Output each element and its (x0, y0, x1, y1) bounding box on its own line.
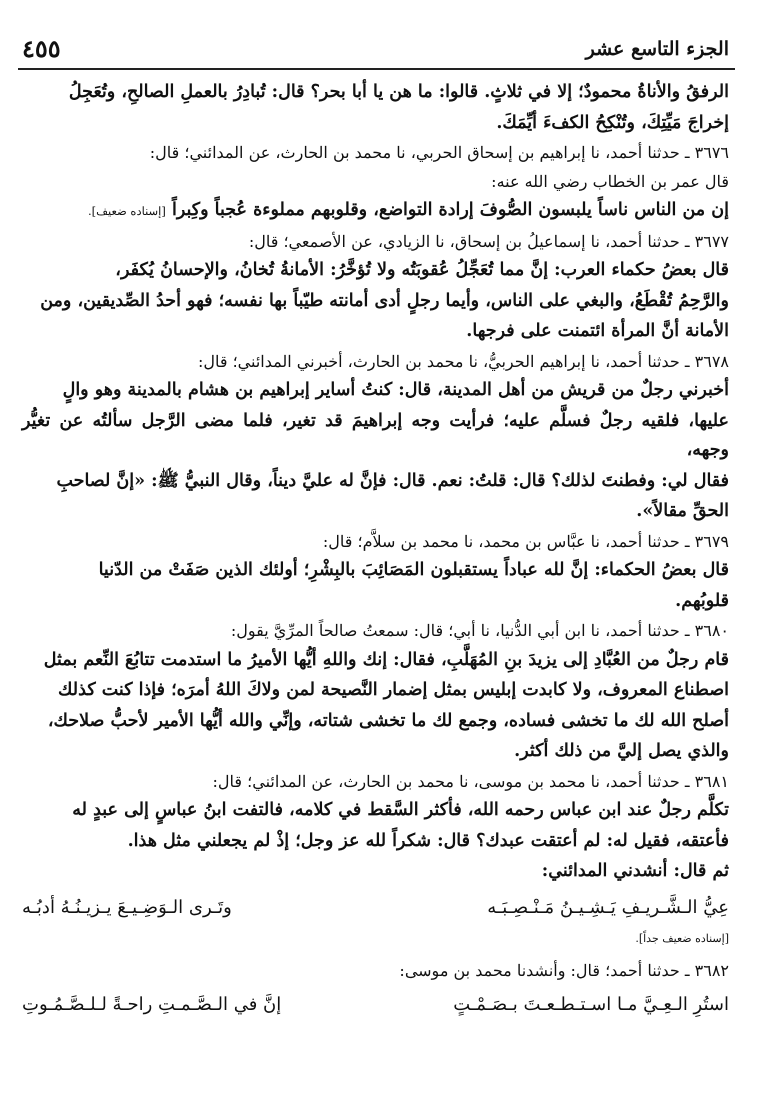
text-line: الحقِّ مقالاً». (636, 501, 729, 521)
text-line: الأمانة أنَّ المرأة ائتمنت على فرجها. (466, 321, 729, 341)
text-line: عليها، فلقيه رجلٌ فسلَّم عليه؛ فرأيت وجه إبراهيمَ قد تغير، فلما مضى الرَّجل سألتُه عن تغيُّر وجهه، (22, 410, 729, 460)
isnad-line: ٣٦٧٨ ـ حدثنا أحمد، نا إبراهيم الحربيُّ، نا محمد بن الحارث، أخبرني المدائني؛ قال: (197, 351, 729, 371)
isnad-line: ٣٦٨٢ ـ حدثنا أحمد؛ قال: وأنشدنا محمد بن موسى: (399, 960, 729, 980)
isnad-line: ٣٦٧٩ ـ حدثنا أحمد، نا عبَّاس بن محمد، نا محمد بن سلاَّم؛ قال: (322, 531, 729, 551)
text-line: قام رجلٌ من العُبَّادِ إلى يزيدَ بنِ المُهَلَّبِ، فقال: إنك واللهِ أيُّها الأميرُ ما استدمت تتابُعَ النِّعم بمثل (43, 649, 729, 670)
volume-title: الجزء التاسع عشر (585, 38, 729, 60)
verse-hemistich-right: استُرِ الـعِـيَّ مـا اسـتـطـعـتَ بـصَـمْـتٍ (453, 994, 729, 1015)
isnad-line: ٣٦٨١ ـ حدثنا أحمد، نا محمد بن موسى، نا محمد بن الحارث، عن المدائني؛ قال: (212, 771, 729, 791)
text-line: الرفقُ والأناةُ محمودٌ؛ إلا في ثلاثٍ. قالوا: ما هن يا أبا بحر؟ قال: تُبادِرُ بالعملِ الصالحِ، وتُعَجِلُ (68, 82, 729, 102)
text-span: إن من الناس ناساً يلبسون الصُّوفَ إرادة التواضع، وقلوبهم مملوءة عُجباً وكِبراً (171, 200, 729, 220)
header-rule (18, 68, 735, 70)
page-body (22, 78, 729, 1022)
text-line: قال عمر بن الخطاب رضي الله عنه: (491, 171, 729, 191)
text-line: أخبرني رجلٌ من قريش من أهل المدينة، قال: كنتُ أساير إبراهيم بن هشام بالمدينة وهو والٍ (62, 380, 729, 400)
text-line: اصطناع المعروف، ولا كابدت إبليس بمثل إضمار النَّصيحة لمن ولاكَ اللهُ أمرَه؛ فإذا كنت كذلك (58, 680, 729, 700)
grading-note: [إسناده ضعيف]. (87, 204, 166, 218)
text-line: فأعتقه، فقيل له: لم أعتقت عبدك؟ قال: شكراً لله عز وجل؛ إذْ لم يجعلني مثل هذا. (127, 830, 729, 851)
text-line: قلوبُهم. (675, 590, 729, 611)
text-line: والرَّحِمُ تُقْطَعُ، والبغي على الناس، وأيما رجلٍ أدى أمانته طيّباً بها نفسه؛ فهو أحدُ الصِّديقين، ومن (40, 290, 729, 311)
isnad-line: ٣٦٨٠ ـ حدثنا أحمد، نا ابن أبي الدُّنيا، نا أبي؛ قال: سمعتُ صالحاً المرِّيَّ يقول: (230, 621, 729, 640)
verse-line (22, 988, 729, 1022)
text-line: إخراجَ مَيِّتِكَ، وتُنْكِحُ الكفءَ أيِّمَكَ. (496, 112, 729, 133)
text-line: أصلح الله لك ما تخشى فساده، وجمع لك ما تخشى شتاته، وإنِّي والله أيُّها الأمير لأحبُّ صلاحك، (47, 710, 729, 731)
verse-hemistich-right: عِيُّ الـشَّـريـفِ يَـشِـيـنُ مَـنْـصِـبَـه (487, 896, 729, 918)
verse-hemistich-left: وتَـرى الـوَضِـيـعَ يـزيـنُـهُ أدبُـه (22, 896, 232, 918)
grading-note: [إسناده ضعيف جداً]. (635, 931, 729, 945)
page-number: ٤٥٥ (22, 34, 61, 63)
text-line: قال بعضُ الحكماء: إنَّ لله عباداً يستقبلون المَصَائِبَ بالبِشْرِ؛ أولئك الذين صَفَتْ من الدّنيا (98, 560, 729, 580)
text-line: تكلَّم رجلٌ عند ابن عباس رحمه الله، فأكثر السَّقط في كلامه، فالتفت ابنُ عباسٍ إلى عبدٍ له (72, 800, 729, 820)
verse-hemistich-left: إنَّ في الـصَّـمـتِ راحـةً لـلـصَّـمُـوتِ (22, 994, 282, 1015)
text-line: قال بعضُ حكماء العرب: إنَّ مما تُعَجِّلُ عُقوبَتُه ولا تُؤخَّرُ: الأمانةُ تُخانُ، والإحسانُ يُكفَر، (115, 260, 729, 280)
text-line: فقال لي: وفطنتَ لذلك؟ قال: قلتُ: نعم. قال: فإنَّ له عليَّ ديناً، وقال النبيُّ ﷺ: «إنَّ لصاحبِ (56, 470, 729, 491)
text-line: والذي يصل إليَّ من ذلك أكثر. (514, 741, 729, 761)
text-line: ثم قال: أنشدني المدائني: (541, 861, 729, 881)
verse-line (22, 891, 729, 925)
isnad-line: ٣٦٧٦ ـ حدثنا أحمد، نا إبراهيم بن إسحاق الحربي، نا محمد بن الحارث، عن المدائني؛ قال: (149, 143, 729, 162)
text-line (22, 196, 729, 227)
page-header (22, 34, 729, 64)
isnad-line: ٣٦٧٧ ـ حدثنا أحمد، نا إسماعيلُ بن إسحاق، نا الزيادي، عن الأصمعي؛ قال: (248, 231, 729, 251)
